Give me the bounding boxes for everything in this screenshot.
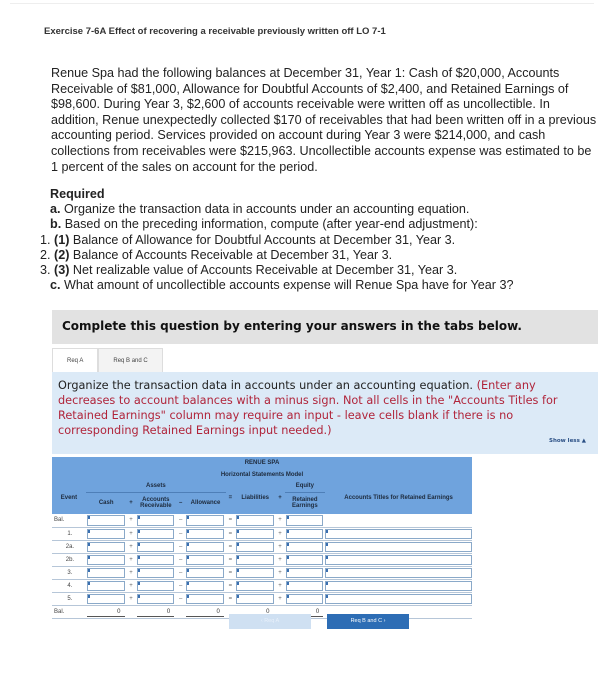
allowance-total-value: 0	[186, 607, 224, 617]
prev-req-a-button[interactable]: ‹ Req A	[229, 614, 311, 629]
allowance-total	[185, 605, 226, 618]
minus-sign: –	[176, 553, 185, 566]
ar-header: Accounts Receivable	[136, 492, 177, 514]
allowance-header: Allowance	[185, 492, 226, 514]
required-b2	[40, 248, 600, 263]
re-header: Retained Earnings	[285, 492, 326, 514]
total-label: Bal.	[52, 605, 86, 618]
company-name: RENUE SPA	[52, 457, 472, 469]
plus-sign: +	[276, 540, 285, 553]
required-a-text: Organize the transaction data in accounts under an accounting equation.	[60, 202, 470, 217]
allowance-input[interactable]	[185, 527, 226, 540]
cash-input[interactable]	[86, 566, 127, 579]
re-input[interactable]	[285, 527, 326, 540]
allowance-input[interactable]	[185, 514, 226, 527]
table-row	[52, 566, 472, 579]
item-label: (2)	[54, 247, 70, 262]
instructions-main: Organize the transaction data in accounts under an accounting equation.	[58, 379, 477, 392]
equals-sign: =	[226, 540, 235, 553]
cash-header: Cash	[86, 492, 127, 514]
table-row	[52, 553, 472, 566]
titles-header: Accounts Titles for Retained Earnings	[325, 481, 472, 514]
cash-input[interactable]	[86, 514, 127, 527]
ar-input[interactable]	[136, 514, 177, 527]
ar-total-value: 0	[137, 607, 175, 617]
account-title-input[interactable]	[325, 553, 472, 566]
plus-sign: +	[127, 592, 136, 605]
required-b-text: Based on the preceding information, compute (after year-end adjustment):	[61, 217, 478, 232]
required-b-label: b.	[50, 217, 62, 232]
instructions-box	[52, 372, 598, 454]
account-title-input[interactable]	[325, 566, 472, 579]
re-input[interactable]	[285, 579, 326, 592]
minus-sign: –	[176, 540, 185, 553]
minus-sign: –	[176, 527, 185, 540]
required-b3	[40, 263, 600, 278]
allowance-input[interactable]	[185, 579, 226, 592]
item-text: Balance of Allowance for Doubtful Accounts at December 31, Year 3.	[69, 232, 456, 247]
ar-input[interactable]	[136, 527, 177, 540]
equals-sign: =	[226, 553, 235, 566]
equity-header: Equity	[285, 481, 326, 492]
liabilities-input[interactable]	[235, 540, 276, 553]
re-total-value: 0	[286, 607, 324, 617]
required-c-text: What amount of uncollectible accounts expense will Renue Spa have for Year 3?	[60, 278, 514, 293]
spacer	[176, 605, 185, 618]
model-title: Horizontal Statements Model	[52, 469, 472, 481]
event-label: 2a.	[52, 540, 86, 553]
instructions-note: (Enter any decreases to account balances with a minus sign. Not all cells in the "Accounts Titles for Retained Earnings" column may require an input - leave cells blank if there is no corresponding Retained Earnings input needed.)	[58, 379, 558, 437]
cash-input[interactable]	[86, 579, 127, 592]
required-c-label: c.	[50, 278, 61, 293]
required-a-label: a.	[50, 202, 61, 217]
liabilities-header: Liabilities	[235, 481, 276, 514]
equals-sign: =	[226, 579, 235, 592]
item-label: (3)	[54, 263, 70, 278]
cash-input[interactable]	[86, 527, 127, 540]
ar-input[interactable]	[136, 566, 177, 579]
complete-question-banner	[52, 310, 598, 344]
plus-sign: +	[127, 579, 136, 592]
account-title-input[interactable]	[325, 579, 472, 592]
item-number: 2.	[40, 247, 55, 262]
event-label: 4.	[52, 579, 86, 592]
table-row	[52, 579, 472, 592]
event-label: 5.	[52, 592, 86, 605]
minus-sign: –	[176, 592, 185, 605]
tab-req-b-and-c[interactable]: Req B and C	[98, 348, 162, 372]
event-label: 3.	[52, 566, 86, 579]
event-header: Event	[52, 481, 86, 514]
cash-input[interactable]	[86, 592, 127, 605]
ar-total	[136, 605, 177, 618]
account-title-input[interactable]	[325, 540, 472, 553]
tab-req-a[interactable]: Req A	[52, 348, 98, 372]
plus-sign: +	[127, 553, 136, 566]
cash-total	[86, 605, 127, 618]
event-label: 1.	[52, 527, 86, 540]
item-text: Balance of Accounts Receivable at December 31, Year 3.	[69, 247, 393, 262]
plus-sign: +	[276, 514, 285, 527]
account-title-input[interactable]	[325, 592, 472, 605]
account-title-input[interactable]	[325, 527, 472, 540]
minus-sign: –	[176, 579, 185, 592]
item-number: 1.	[40, 232, 55, 247]
required-b1	[40, 233, 600, 248]
minus-sign: –	[176, 566, 185, 579]
plus-sign: +	[127, 540, 136, 553]
table-row	[52, 527, 472, 540]
required-a	[40, 202, 600, 217]
horizontal-statements-table	[52, 457, 472, 619]
show-less-link[interactable]: Show less ▲	[549, 438, 586, 444]
ar-input[interactable]	[136, 540, 177, 553]
ar-input[interactable]	[136, 579, 177, 592]
ar-input[interactable]	[136, 553, 177, 566]
banner-text: Complete this question by entering your answers in the tabs below.	[62, 319, 522, 333]
cash-input[interactable]	[86, 540, 127, 553]
table-row	[52, 540, 472, 553]
problem-text: Renue Spa had the following balances at December 31, Year 1: Cash of $20,000, Accounts Receivable of $81,000, Allowance for Doubtful Accounts of $2,400, and Retained Earnings of $98,600. During Year 3, $2,600 of accounts receivable were written off as uncollectible. In addition, Renue unexpectedly collected $170 of receivables that had been written off in a previous accounting period. Services provided on account during Year 3 were $214,000, and cash collections from receivables were $215,963. Uncollectible accounts expense was estimated to be 1 percent of the sales on account for the period.	[51, 66, 597, 174]
table-row	[52, 514, 472, 527]
assets-header: Assets	[86, 481, 226, 492]
item-text: Net realizable value of Accounts Receivable at December 31, Year 3.	[69, 263, 458, 278]
allowance-input[interactable]	[185, 540, 226, 553]
minus-sign: –	[176, 514, 185, 527]
equals-sign: =	[226, 566, 235, 579]
liabilities-input[interactable]	[235, 579, 276, 592]
next-req-b-and-c-button[interactable]: Req B and C ›	[327, 614, 409, 629]
re-input[interactable]	[285, 540, 326, 553]
cash-total-value: 0	[87, 607, 125, 617]
equals-sign: =	[226, 592, 235, 605]
event-label: Bal.	[52, 514, 86, 527]
equals-sign: =	[226, 514, 235, 527]
plus-sign: +	[276, 592, 285, 605]
ar-input[interactable]	[136, 592, 177, 605]
required-section	[40, 187, 600, 293]
liabilities-total-value: 0	[236, 607, 274, 617]
plus-sign: +	[276, 553, 285, 566]
plus-sign: +	[276, 579, 285, 592]
eq-header: =	[226, 481, 235, 514]
re-input[interactable]	[285, 514, 326, 527]
allowance-input[interactable]	[185, 553, 226, 566]
item-label: (1)	[54, 232, 70, 247]
plus-sign: +	[127, 566, 136, 579]
liabilities-input[interactable]	[235, 553, 276, 566]
required-b	[40, 217, 600, 232]
item-number: 3.	[40, 263, 55, 278]
event-label: 2b.	[52, 553, 86, 566]
title-cell-empty	[325, 514, 472, 527]
liabilities-input[interactable]	[235, 514, 276, 527]
cash-input[interactable]	[86, 553, 127, 566]
required-heading: Required	[50, 187, 105, 201]
plus-sign: +	[127, 514, 136, 527]
allowance-input[interactable]	[185, 592, 226, 605]
allowance-input[interactable]	[185, 566, 226, 579]
plus-header: +	[276, 481, 285, 514]
exercise-title: Exercise 7-6A Effect of recovering a receivable previously written off LO 7-1	[44, 26, 386, 37]
answer-tabs	[52, 348, 163, 372]
equals-sign: =	[226, 527, 235, 540]
re-input[interactable]	[285, 553, 326, 566]
plus-sign: +	[276, 527, 285, 540]
liabilities-input[interactable]	[235, 592, 276, 605]
required-c	[40, 278, 600, 293]
spacer	[127, 605, 136, 618]
top-divider	[10, 3, 594, 4]
plus-header: +	[127, 492, 136, 514]
re-input[interactable]	[285, 566, 326, 579]
minus-header: –	[176, 492, 185, 514]
liabilities-input[interactable]	[235, 566, 276, 579]
plus-sign: +	[276, 566, 285, 579]
re-input[interactable]	[285, 592, 326, 605]
table-row	[52, 592, 472, 605]
liabilities-input[interactable]	[235, 527, 276, 540]
plus-sign: +	[127, 527, 136, 540]
